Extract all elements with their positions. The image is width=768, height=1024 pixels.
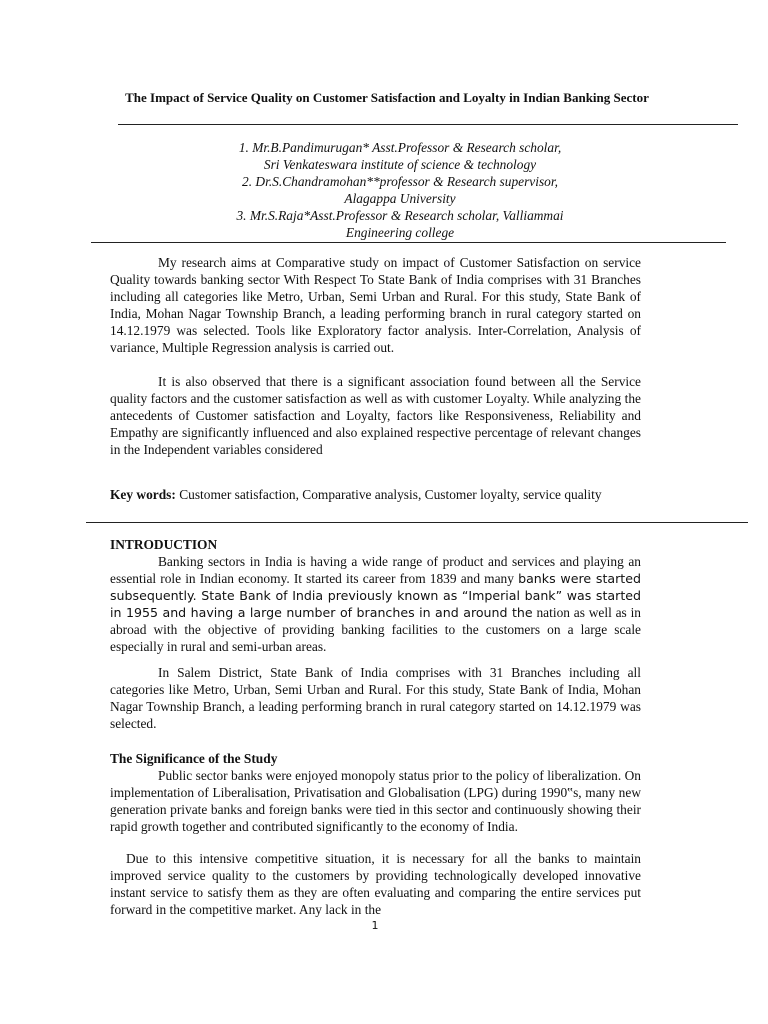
author-list [150, 139, 650, 241]
keywords-rule [86, 522, 748, 523]
title-rule [118, 124, 738, 125]
author-line: 2. Dr.S.Chandramohan**professor & Research supervisor, [242, 174, 558, 189]
authors-rule [91, 242, 726, 243]
author-line: Engineering college [345, 225, 455, 240]
significance-paragraph-2: Due to this intensive competitive situation, it is necessary for all the banks to maintain improved service quality to the customers by providing technologically developed innovative instant service to satisfy them as they are often evaluating and comparing the entire services put forward in the competitive market. Any lack in the [110, 851, 641, 917]
author-line: Sri Venkateswara institute of science & technology [263, 157, 537, 172]
page-number: 1 [371, 919, 379, 932]
abstract-paragraph-2: It is also observed that there is a significant association found between all the Service quality factors and the customer satisfaction as well as with customer Loyalty. While analyzing the antecedents of Customer satisfaction and Loyalty, factors like Responsiveness, Reliability and Empathy are significantly influenced and also explained respective percentage of relevant changes in the Independent variables considered [110, 374, 641, 457]
introduction-paragraph-1: Banking sectors in India is having a wide range of product and services and playing an essential role in Indian economy. It started its career from 1839 and many banks were started subsequently. State Bank of India previously known as “Imperial bank” was started in 1955 and having a large number of branches in and around the nation as well as in abroad with the objective of providing banking facilities to the customers on a large scale especially in rural and semi-urban areas. [110, 554, 641, 654]
significance-paragraph-1: Public sector banks were enjoyed monopoly status prior to the policy of liberalization. On implementation of Liberalisation, Privatisation and Globalisation (LPG) during 1990‟s, many new generation private banks and foreign banks were tied in this sector and continuously showing their rapid growth together and contributed significantly to the economy of India. [110, 768, 641, 834]
introduction-paragraph-2: In Salem District, State Bank of India comprises with 31 Branches including all categories like Metro, Urban, Semi Urban and Rural. For this study, State Bank of India, Mohan Nagar Township Branch, a leading performing branch in rural category started on 14.12.1979 was selected. [110, 665, 641, 731]
author-line: 1. Mr.B.Pandimurugan* Asst.Professor & Research scholar, [238, 140, 562, 155]
author-line: 3. Mr.S.Raja*Asst.Professor & Research scholar, Valliammai [236, 208, 564, 223]
significance-heading: The Significance of the Study [110, 751, 278, 766]
author-line: Alagappa University [344, 191, 456, 206]
paper-title: The Impact of Service Quality on Customer Satisfaction and Loyalty in Indian Banking Sector [125, 90, 649, 105]
abstract-paragraph-1: My research aims at Comparative study on impact of Customer Satisfaction on service Quality towards banking sector With Respect To State Bank of India comprises with 31 Branches including all categories like Metro, Urban, Semi Urban and Rural. For this study, State Bank of India, Mohan Nagar Township Branch, a leading performing branch in rural category started on 14.12.1979 was selected. Tools like Exploratory factor analysis. Inter-Correlation, Analysis of variance, Multiple Regression analysis is carried out. [110, 255, 641, 355]
keywords [110, 486, 641, 503]
introduction-heading: INTRODUCTION [110, 537, 218, 552]
keywords-text: Customer satisfaction, Comparative analysis, Customer loyalty, service quality [179, 487, 602, 502]
keywords-label: Key words: [110, 487, 176, 502]
